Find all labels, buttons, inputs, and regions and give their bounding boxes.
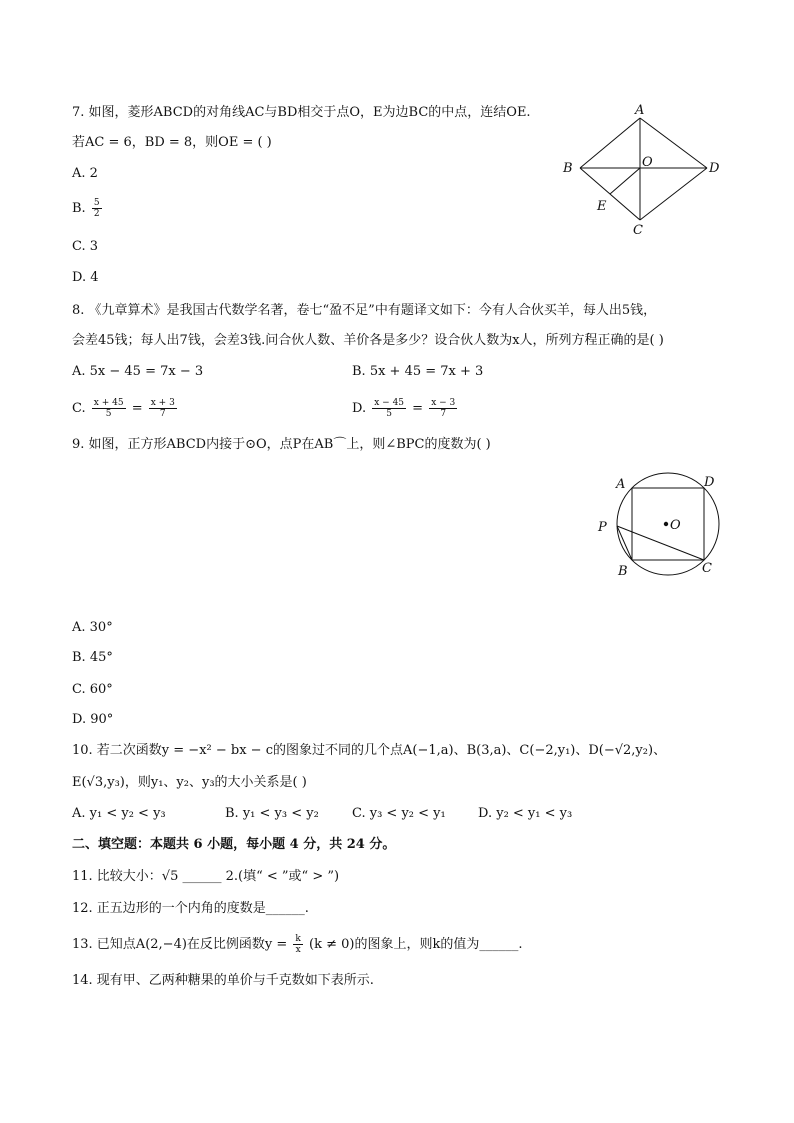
q9-option-d: D. 90° — [72, 712, 114, 727]
q13-fraction — [293, 934, 302, 955]
q7-option-d: D. 4 — [72, 270, 99, 285]
fraction-denominator: x — [295, 945, 301, 955]
q9-label-c: C — [702, 561, 712, 576]
q13-suffix: (k ≠ 0)的图象上，则k的值为______. — [309, 937, 523, 952]
q8-option-d-right-fraction — [429, 398, 457, 419]
fraction-denominator: 7 — [159, 409, 166, 419]
q8-option-c-left-fraction — [92, 398, 126, 419]
equals-sign: = — [131, 401, 143, 416]
q8-option-c-right-fraction — [149, 398, 177, 419]
q8-option-d — [352, 398, 459, 419]
q8-option-b: B. 5x + 45 = 7x + 3 — [352, 364, 484, 379]
fraction-denominator: 5 — [386, 409, 392, 419]
equals-sign: = — [412, 401, 424, 416]
q9-label-a: A — [616, 477, 626, 492]
q10-option-c: C. y₃ < y₂ < y₁ — [352, 806, 446, 821]
q10-stem-line2: E(√3,y₃)，则y₁、y₂、y₃的大小关系是( ) — [72, 775, 307, 790]
q8-option-d-label: D. — [352, 401, 367, 416]
q12-text: 12. 正五边形的一个内角的度数是______. — [72, 901, 309, 916]
q7-option-b — [72, 198, 104, 219]
q7-stem-line2: 若AC = 6，BD = 8，则OE = ( ) — [72, 135, 272, 150]
q14-text: 14. 现有甲、乙两种糖果的单价与千克数如下表所示. — [72, 973, 374, 988]
q9-label-b: B — [618, 564, 628, 579]
q7-option-c: C. 3 — [72, 239, 99, 254]
fraction-numerator: x + 3 — [150, 398, 175, 408]
q9-label-p: P — [598, 520, 607, 535]
q7-option-b-fraction — [92, 198, 102, 219]
q7-label-d: D — [709, 161, 720, 176]
q7-stem-line1: 7. 如图，菱形ABCD的对角线AC与BD相交于点O，E为边BC的中点，连结OE. — [72, 105, 531, 120]
q9-option-a: A. 30° — [72, 620, 113, 635]
q9-label-d: D — [704, 475, 715, 490]
q9-label-o: O — [670, 518, 681, 533]
q8-option-c-label: C. — [72, 401, 86, 416]
q10-option-d: D. y₂ < y₁ < y₃ — [478, 806, 573, 821]
q8-option-d-left-fraction — [372, 398, 406, 419]
q13-prefix: 13. 已知点A(2,−4)在反比例函数y = — [72, 937, 288, 952]
q7-label-e: E — [597, 199, 607, 214]
section-heading-fill-in: 二、填空题：本题共 6 小题，每小题 4 分，共 24 分。 — [72, 837, 396, 852]
q7-rhombus-figure — [555, 100, 730, 240]
q9-stem: 9. 如图，正方形ABCD内接于⊙O，点P在AB⌒上，则∠BPC的度数为( ) — [72, 437, 491, 452]
q7-label-o: O — [642, 155, 653, 170]
fraction-numerator: x − 45 — [374, 398, 405, 408]
q10-option-b: B. y₁ < y₃ < y₂ — [225, 806, 319, 821]
fraction-numerator: 5 — [93, 198, 100, 208]
q9-option-c: C. 60° — [72, 682, 113, 697]
q10-stem-line1: 10. 若二次函数y = −x² − bx − c的图象过不同的几个点A(−1,a)、B(3,a)、C(−2,y₁)、D(−√2,y₂)、 — [72, 743, 667, 758]
q7-option-b-label: B. — [72, 201, 86, 216]
fraction-numerator: x + 45 — [93, 398, 124, 408]
q7-label-a: A — [635, 103, 645, 118]
q9-circle-figure — [590, 468, 730, 583]
q11-text: 11. 比较大小：√5 ______ 2.(填“ < ”或“ > ”) — [72, 869, 340, 884]
q10-option-a: A. y₁ < y₂ < y₃ — [72, 806, 166, 821]
fraction-denominator: 5 — [105, 409, 112, 419]
q8-stem-line1: 8. 《九章算术》是我国古代数学名著，卷七“盈不足”中有题译文如下：今有人合伙买羊，每人出5钱， — [72, 303, 657, 318]
fraction-numerator: x − 3 — [431, 398, 456, 408]
fraction-denominator: 7 — [440, 409, 447, 419]
q8-stem-line2: 会差45钱；每人出7钱，会差3钱.问合伙人数、羊价各是多少？设合伙人数为x人，所列方程正确的是( ) — [72, 333, 664, 348]
q7-label-c: C — [633, 223, 643, 238]
fraction-numerator: k — [295, 934, 301, 944]
q8-option-c — [72, 398, 179, 419]
fraction-denominator: 2 — [93, 209, 100, 219]
q7-label-b: B — [563, 161, 573, 176]
q13-text — [72, 934, 523, 955]
q8-option-a: A. 5x − 45 = 7x − 3 — [72, 364, 204, 379]
q7-option-a: A. 2 — [72, 166, 98, 181]
q9-option-b: B. 45° — [72, 650, 113, 665]
